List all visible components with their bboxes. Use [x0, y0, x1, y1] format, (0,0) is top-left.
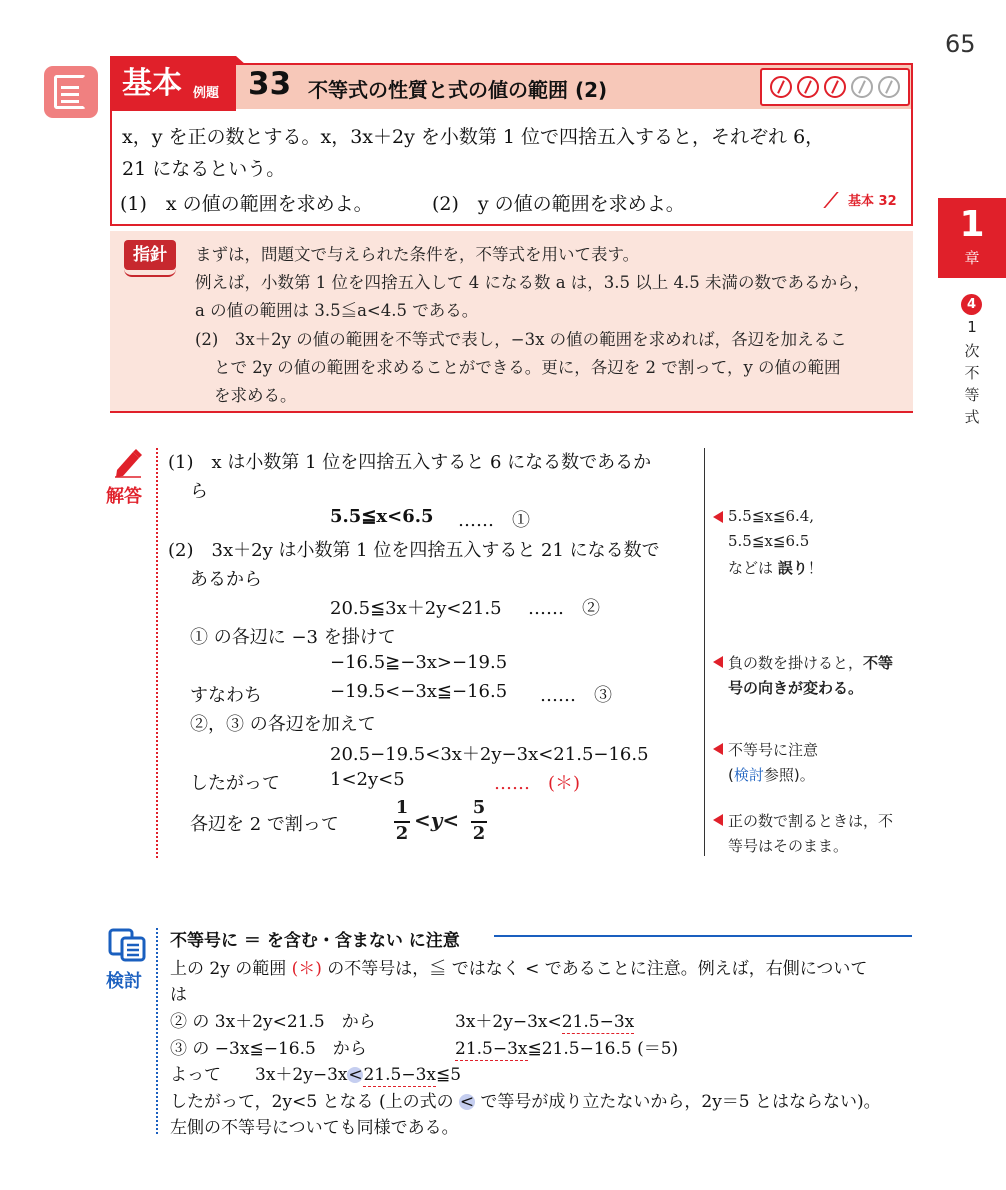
- answer-part1-line2: ら: [190, 481, 208, 502]
- difficulty-empty-icon: [851, 76, 873, 98]
- review-heading-rule: [494, 935, 912, 937]
- review-line5: [170, 1060, 461, 1085]
- equation-4: −19.5<−3x≦−16.5: [330, 681, 508, 702]
- fraction-2-denominator: 2: [472, 823, 486, 844]
- hint-line: (2) 3x＋2y の値の範囲を不等式で表し，−3x の値の範囲を求めれば，各辺を加えるこ: [195, 330, 847, 349]
- equation-2: 20.5≦3x＋2y<21.5: [330, 598, 502, 619]
- problem-title: 不等式の性質と式の値の範囲 (2): [308, 78, 608, 102]
- review-line4-left: ③ の −3x≦−16.5 から: [170, 1039, 367, 1059]
- review-line7: 左側の不等号についても同様である。: [170, 1118, 459, 1138]
- review-line6-highlight: <: [459, 1092, 475, 1112]
- equation-3: −16.5≧−3x>−19.5: [330, 652, 508, 673]
- review-label: 検討: [106, 971, 142, 992]
- answer-step3: 各辺を 2 で割って: [190, 814, 339, 835]
- section-title-char: 式: [964, 408, 980, 426]
- answer-sunawachi: すなわち: [190, 685, 262, 706]
- difficulty-empty-icon: [878, 76, 900, 98]
- pencil-icon: [113, 446, 143, 478]
- review-line3-b: 3x＋2y−3x<: [455, 1012, 562, 1032]
- hint-line: a の値の範囲は 3.5≦a<4.5 である。: [195, 301, 479, 320]
- note-1-line2: 5.5≦x≦6.5: [728, 532, 810, 550]
- equation-1-tag: …… ①: [458, 510, 530, 531]
- section-number: 4: [961, 294, 982, 315]
- equation-6: 1<2y<5: [330, 769, 405, 790]
- review-line5-highlight: <: [348, 1065, 363, 1085]
- note-1-emphasis: 誤り: [777, 559, 808, 577]
- note-4-line1: 正の数で割るときは，不: [728, 812, 894, 830]
- note-1-line3: [728, 557, 823, 578]
- page-number: 65: [945, 30, 976, 58]
- equation-5: 20.5−19.5<3x＋2y−3x<21.5−16.5: [330, 744, 649, 765]
- review-line4-c: ≦21.5−16.5 (＝5): [527, 1039, 679, 1059]
- hint-line: 例えば，小数第 1 位を四捨五入して 4 になる数 a は，3.5 以上 4.5 未満の数であるから，: [195, 273, 871, 292]
- note-3-line2: [728, 764, 815, 785]
- badge-corner: [236, 56, 246, 65]
- reference-link[interactable]: 基本 32: [848, 194, 897, 209]
- problem-text-line2: 21 になるという。: [122, 158, 286, 180]
- equation-2-tag: …… ②: [528, 598, 600, 619]
- note-2-emphasis: 不等: [863, 654, 894, 672]
- difficulty-rating: [760, 68, 910, 106]
- difficulty-filled-icon: [797, 76, 819, 98]
- equation-1: 5.5≦x<6.5: [330, 506, 434, 527]
- answer-part2-line2: あるから: [190, 569, 262, 590]
- note-1-text: などは: [728, 559, 778, 577]
- review-line3-left: ② の 3x＋2y<21.5 から: [170, 1012, 376, 1032]
- answer-therefore: したがって: [190, 773, 280, 794]
- chapter-number: 1: [959, 204, 985, 245]
- review-line6: [170, 1087, 881, 1112]
- section-title-char: 等: [964, 386, 980, 404]
- difficulty-filled-icon: [770, 76, 792, 98]
- note-1-end: ！: [807, 559, 823, 577]
- review-divider-dots: [156, 928, 158, 1134]
- review-line1: [170, 954, 867, 979]
- problem-question-1: (1) x の値の範囲を求めよ。: [120, 193, 373, 215]
- review-line6-a: したがって，2y<5 となる (上の式の: [170, 1092, 459, 1112]
- answer-notes-divider: [704, 448, 705, 856]
- badge-sub-label: 例題: [193, 86, 220, 101]
- hint-line: を求める。: [214, 386, 297, 405]
- example-icon: [44, 66, 98, 118]
- fraction-1-denominator: 2: [395, 823, 409, 844]
- review-line1-a: 上の 2y の範囲: [170, 959, 292, 979]
- review-line4-right: [455, 1034, 678, 1059]
- answer-step2: ②，③ の各辺を加えて: [190, 714, 376, 735]
- note-pointer-icon: [713, 656, 723, 668]
- note-pointer-icon: [713, 814, 723, 826]
- section-title-char: 1: [967, 318, 977, 336]
- equation-6-tag: …… (＊): [494, 773, 581, 794]
- problem-number: 33: [248, 66, 292, 102]
- problem-text-line1: x，y を正の数とする。x，3x＋2y を小数第 1 位で四捨五入すると，それぞれ 6，: [122, 126, 825, 148]
- note-1-line1: 5.5≦x≦6.4,: [728, 507, 815, 525]
- badge-main-label: 基本: [122, 66, 182, 101]
- hint-line: まずは，問題文で与えられた条件を，不等式を用いて表す。: [195, 245, 640, 264]
- note-2-text: 負の数を掛けると，: [728, 654, 864, 672]
- hint-line: とで 2y の値の範囲を求めることができる。更に，各辺を 2 で割って，y の値の範囲: [214, 358, 841, 377]
- note-pointer-icon: [713, 743, 723, 755]
- chapter-label: 章: [964, 249, 980, 267]
- note-3-open: (: [728, 766, 734, 784]
- review-line4-underlined: 21.5−3x: [455, 1039, 528, 1059]
- answer-part2-line1: (2) 3x＋2y は小数第 1 位を四捨五入すると 21 になる数で: [168, 540, 660, 561]
- answer-step1: ① の各辺に −3 を掛けて: [190, 627, 396, 648]
- note-3-review-link[interactable]: 検討: [733, 766, 764, 784]
- section-title-char: 次: [964, 342, 980, 360]
- review-line2: は: [170, 985, 187, 1005]
- review-line1-c: の不等号は，≦ ではなく < であることに注意。例えば，右側について: [321, 959, 868, 979]
- review-line3-underlined: 21.5−3x: [561, 1012, 635, 1032]
- fraction-middle: <y<: [414, 808, 460, 832]
- section-title-char: 不: [964, 364, 980, 382]
- answer-label: 解答: [106, 486, 142, 507]
- note-pointer-icon: [713, 511, 723, 523]
- note-2-line1: [728, 652, 893, 673]
- review-line5-d: ≦5: [435, 1065, 462, 1085]
- book-icon: [124, 269, 176, 277]
- answer-part1-line1: (1) x は小数第 1 位を四捨五入すると 6 になる数であるか: [168, 452, 652, 473]
- review-line6-c: で等号が成り立たないから，2y＝5 とはならない)。: [474, 1092, 881, 1112]
- problem-question-2: (2) y の値の範囲を求めよ。: [432, 193, 685, 215]
- review-line5-underlined: 21.5−3x: [363, 1065, 436, 1085]
- review-line3-right: [455, 1007, 634, 1032]
- answer-divider-dots: [156, 448, 158, 858]
- review-heading: 不等号に ＝ を含む・含まない に注意: [170, 931, 460, 951]
- note-2-line2: 号の向きが変わる。: [728, 679, 864, 697]
- hint-badge: 指針: [124, 240, 176, 270]
- review-line5-a: よって 3x＋2y−3x: [170, 1065, 348, 1085]
- review-line1-star: (＊): [291, 959, 322, 979]
- fraction-1-numerator: 1: [395, 797, 409, 818]
- note-3-line1: 不等号に注意: [728, 741, 819, 759]
- equation-4-tag: …… ③: [540, 685, 612, 706]
- note-4-line2: 等号はそのまま。: [728, 837, 849, 855]
- note-3-close: 参照)。: [763, 766, 815, 784]
- fraction-2-numerator: 5: [472, 797, 486, 818]
- review-icon: [108, 928, 146, 962]
- difficulty-filled-icon: [824, 76, 846, 98]
